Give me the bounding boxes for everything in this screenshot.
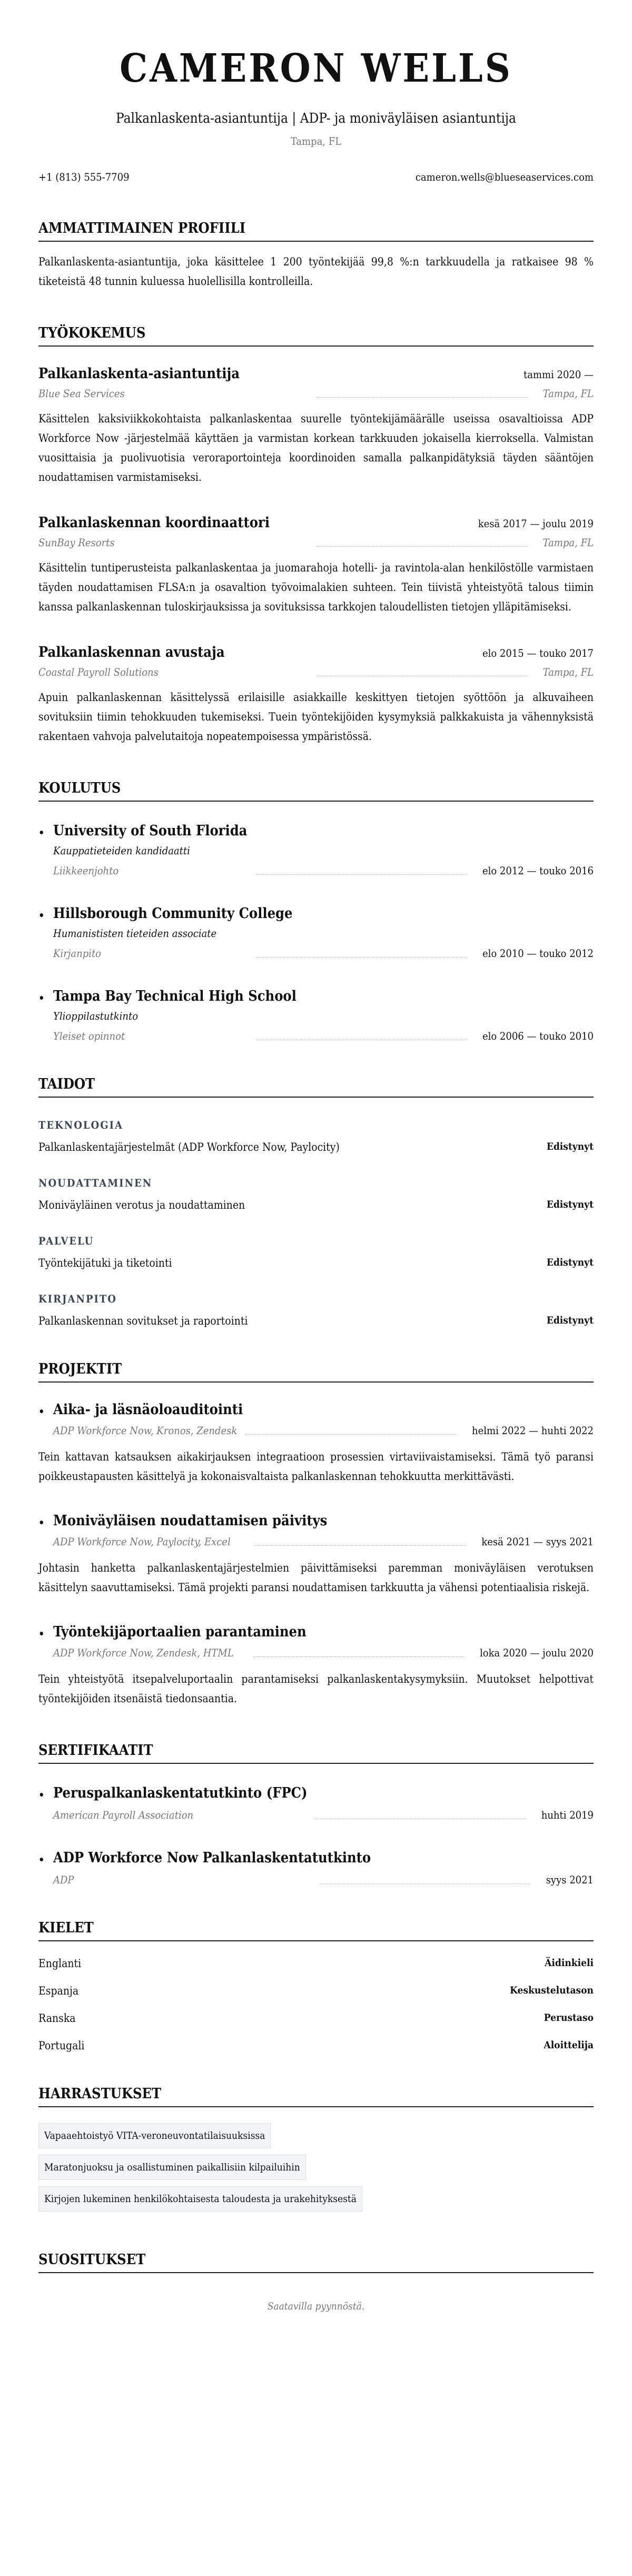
projects-section xyxy=(38,1361,594,1709)
job-location: Tampa, FL xyxy=(542,536,594,549)
project-entry xyxy=(38,1624,594,1709)
company-name: Coastal Payroll Solutions xyxy=(38,666,159,678)
project-description: Tein yhteistyötä itsepalveluportaalin parantamiseksi palkanlaskentakysymyksiin. Muutokset helpottivat työntekijöiden itsenäistä tiedonsaantia. xyxy=(38,1673,594,1705)
skill-group xyxy=(38,1177,594,1211)
language-name: Portugali xyxy=(38,2039,85,2052)
language-level: Keskustelutason xyxy=(510,1985,594,1996)
project-tools: ADP Workforce Now, Kronos, Zendesk xyxy=(53,1424,238,1437)
section-title: SUOSITUKSET xyxy=(38,2252,594,2273)
job-entry xyxy=(38,366,594,487)
project-tools: ADP Workforce Now, Zendesk, HTML xyxy=(53,1646,234,1659)
certification-name: • ADP Workforce Now Palkanlaskentatutkinto xyxy=(38,1850,594,1866)
references-section xyxy=(38,2252,594,2312)
skill-level: Edistynyt xyxy=(546,1315,594,1326)
references-text: Saatavilla pyynnöstä. xyxy=(267,2301,365,2312)
profile-text: Palkanlaskenta-asiantuntija, joka käsittelee 1 200 työntekijää 99,8 %:n tarkkuudella ja ratkaisee 98 % tiketeistä 48 tunnin kuluessa huolellisilla kontrolleilla. xyxy=(38,255,594,288)
skill-category: NOUDATTAMINEN xyxy=(38,1177,153,1189)
languages-section xyxy=(38,1920,594,2052)
education-entry xyxy=(38,823,594,877)
language-name: Ranska xyxy=(38,2012,76,2025)
phone-number[interactable]: +1 (813) 555-7709 xyxy=(38,171,130,183)
section-title: AMMATTIMAINEN PROFIILI xyxy=(38,220,594,242)
dotted-leader xyxy=(317,397,527,398)
section-title: TYÖKOKEMUS xyxy=(38,325,594,347)
certification-date: syys 2021 xyxy=(546,1873,594,1886)
section-title: KIELET xyxy=(38,1920,594,1941)
education-dates: elo 2006 — touko 2010 xyxy=(482,1030,594,1042)
education-dates: elo 2012 — touko 2016 xyxy=(482,864,594,877)
field-of-study: Kirjanpito xyxy=(53,947,102,960)
skill-level: Edistynyt xyxy=(546,1199,594,1210)
email-address[interactable]: cameron.wells@blueseaservices.com xyxy=(415,171,594,183)
job-description: Käsittelin tuntiperusteista palkanlaskentaa ja juomarahoja hotelli- ja ravintola-alan henkilöstölle varmistaen täyden noudattamisen FLSA:n ja osavaltion työvoimalakien suhteen. Tein tiivistä yhteistyötä talous tiimin kanssa palkanlaskennan tuloskirjauksissa ja sovituksissa tarkkojen taloudellisten tietojen ylläpitämiseksi. xyxy=(38,561,594,613)
field-of-study: Liikkeenjohto xyxy=(53,864,119,877)
skills-section xyxy=(38,1076,594,1327)
section-title: SERTIFIKAATIT xyxy=(38,1742,594,1764)
project-name: • Työntekijäportaalien parantaminen xyxy=(38,1624,594,1640)
skill-group xyxy=(38,1119,594,1153)
language-row xyxy=(38,1957,594,1970)
language-name: Espanja xyxy=(38,1985,79,1997)
project-name: • Moniväyläisen noudattamisen päivitys xyxy=(38,1513,594,1529)
school-name: • University of South Florida xyxy=(38,823,594,839)
school-name: • Tampa Bay Technical High School xyxy=(38,988,594,1004)
language-level: Aloittelija xyxy=(544,2039,594,2051)
interest-tags xyxy=(38,2123,594,2218)
degree: Humanististen tieteiden associate xyxy=(53,927,217,940)
skill-level: Edistynyt xyxy=(546,1141,594,1152)
job-title: Palkanlaskennan avustaja xyxy=(38,644,225,660)
degree: Kauppatieteiden kandidaatti xyxy=(53,844,190,857)
dotted-leader xyxy=(256,874,467,875)
job-title: Palkanlaskennan koordinaattori xyxy=(38,515,270,531)
education-entry xyxy=(38,905,594,960)
section-title: PROJEKTIT xyxy=(38,1361,594,1383)
project-dates: helmi 2022 — huhti 2022 xyxy=(472,1424,594,1437)
interests-section xyxy=(38,2086,594,2218)
dotted-leader xyxy=(245,1434,456,1435)
skill-category: TEKNOLOGIA xyxy=(38,1119,123,1131)
interest-tag: Vapaaehtoistyö VITA-veroneuvontatilaisuuksissa xyxy=(38,2123,271,2148)
language-level: Äidinkieli xyxy=(545,1957,594,1969)
dotted-leader xyxy=(256,957,467,958)
school-name: • Hillsborough Community College xyxy=(38,905,594,922)
candidate-location: Tampa, FL xyxy=(290,135,342,147)
degree: Ylioppilastutkinto xyxy=(53,1010,139,1022)
certification-date: huhti 2019 xyxy=(541,1809,594,1821)
certification-issuer: American Payroll Association xyxy=(53,1809,194,1821)
skill-name: Moniväyläinen verotus ja noudattaminen xyxy=(38,1199,245,1211)
job-description: Apuin palkanlaskennan käsittelyssä erilaisille asiakkaille keskittyen tietojen syöttöön ja alkuvaiheen sovituksiin tiimin tehokkuuden tukemiseksi. Tuein työntekijöiden kysymyksiä palkkakuista ja vähennyksistä rakentaen vahvoja palvelutaitoja nopeatempoisessa ympäristössä. xyxy=(38,691,594,743)
section-title: HARRASTUKSET xyxy=(38,2086,594,2107)
skill-group xyxy=(38,1235,594,1269)
contact-row xyxy=(38,171,594,183)
skill-category: PALVELU xyxy=(38,1235,94,1247)
language-level: Perustaso xyxy=(544,2012,594,2024)
job-location: Tampa, FL xyxy=(542,666,594,678)
skill-level: Edistynyt xyxy=(546,1257,594,1268)
language-row xyxy=(38,2039,594,2052)
profile-section xyxy=(38,220,594,291)
job-title: Palkanlaskenta-asiantuntija xyxy=(38,366,240,382)
skill-category: KIRJANPITO xyxy=(38,1292,117,1305)
job-dates: elo 2015 — touko 2017 xyxy=(482,647,594,659)
candidate-name: CAMERON WELLS xyxy=(120,46,512,91)
language-row xyxy=(38,2012,594,2025)
skill-name: Palkanlaskennan sovitukset ja raportointi xyxy=(38,1315,248,1327)
project-dates: kesä 2021 — syys 2021 xyxy=(481,1535,594,1548)
resume-header xyxy=(38,46,594,183)
job-entry xyxy=(38,644,594,746)
job-description: Käsittelen kaksiviikkokohtaista palkanlaskentaa suurelle työntekijämäärälle useissa osavaltioissa ADP Workforce Now -järjestelmää käyttäen ja varmistan korkean tarkkuuden jokaisella kierroksella. Valmistan vuosittaisia ja puolivuotisia veroraportointeja koordinoiden samalla palkanpidätyksiä täyden sääntöjen noudattamisen varmistamiseksi. xyxy=(38,412,594,483)
education-dates: elo 2010 — touko 2012 xyxy=(482,947,594,960)
certification-entry xyxy=(38,1850,594,1886)
education-section xyxy=(38,780,594,1042)
project-tools: ADP Workforce Now, Paylocity, Excel xyxy=(53,1535,231,1548)
job-dates: tammi 2020 — xyxy=(523,368,594,381)
education-entry xyxy=(38,988,594,1042)
dotted-leader xyxy=(320,1883,530,1884)
project-description: Tein kattavan katsauksen aikakirjauksen integraatioon prosessien virtaviivaistamiseksi. Tämä työ paransi poikkeustapausten käsittelyä ja kokonaisvaltaista palkanlaskennan tehokkuutta merkittävästi. xyxy=(38,1450,594,1483)
certification-name: • Peruspalkanlaskentatutkinto (FPC) xyxy=(38,1785,594,1801)
company-name: Blue Sea Services xyxy=(38,387,125,400)
certifications-section xyxy=(38,1742,594,1886)
job-dates: kesä 2017 — joulu 2019 xyxy=(478,517,594,530)
skill-group xyxy=(38,1292,594,1327)
dotted-leader xyxy=(255,1545,466,1546)
skill-name: Palkanlaskentajärjestelmät (ADP Workforce Now, Paylocity) xyxy=(38,1141,340,1153)
project-entry xyxy=(38,1401,594,1486)
dotted-leader xyxy=(317,546,527,547)
job-location: Tampa, FL xyxy=(542,387,594,400)
company-name: SunBay Resorts xyxy=(38,536,115,549)
language-row xyxy=(38,1985,594,1997)
dotted-leader xyxy=(253,1656,464,1657)
section-title: KOULUTUS xyxy=(38,780,594,802)
project-name: • Aika- ja läsnäoloauditointi xyxy=(38,1401,594,1418)
language-name: Englanti xyxy=(38,1957,82,1970)
interest-tag: Maratonjuoksu ja osallistuminen paikallisiin kilpailuihin xyxy=(38,2155,306,2180)
job-entry xyxy=(38,515,594,617)
field-of-study: Yleiset opinnot xyxy=(53,1030,125,1042)
candidate-headline: Palkanlaskenta-asiantuntija | ADP- ja moniväyläisen asiantuntija xyxy=(116,111,516,126)
certification-issuer: ADP xyxy=(53,1873,74,1886)
project-entry xyxy=(38,1513,594,1597)
project-description: Johtasin hanketta palkanlaskentajärjestelmien päivittämiseksi paremman moniväyläisen verotuksen käsittelyn saavuttamiseksi. Tämä projekti paransi noudattamisen tarkkuutta ja vähensi potentiaalisia riskejä. xyxy=(38,1562,594,1594)
skill-name: Työntekijätuki ja tiketointi xyxy=(38,1257,172,1269)
certification-entry xyxy=(38,1785,594,1821)
interest-tag: Kirjojen lukeminen henkilökohtaisesta taloudesta ja urakehityksestä xyxy=(38,2186,362,2212)
project-dates: loka 2020 — joulu 2020 xyxy=(480,1646,594,1659)
section-title: TAIDOT xyxy=(38,1076,594,1098)
experience-section xyxy=(38,325,594,746)
